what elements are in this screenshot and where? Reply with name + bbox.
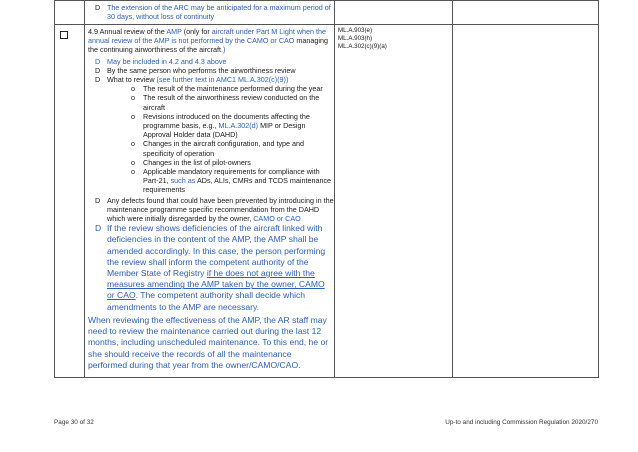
list-item-text: The extension of the ARC may be anticipated for a maximum period of 30 days, without loss of continuity: [107, 3, 331, 22]
list-item-text: By the same person who performs the airworthiness review: [107, 65, 296, 75]
list-item: [95, 196, 334, 224]
reference-cell: [335, 25, 453, 378]
closing-paragraph: When reviewing the effectiveness of the AMP, the AR staff may need to review the maintenance carried out during the last 12 months, including unscheduled maintenance. To this end, he or she should receive the records of all the maintenance performed during that year from the owner/CAMO/CAO.: [88, 314, 329, 370]
sub-list-marker: o: [131, 111, 135, 121]
sub-list-item-text: Applicable mandatory requirements for compliance with Part-21, such as ADs, ALIs, CMRs and TCDS maintenance requirements: [143, 167, 332, 195]
text-cell: [85, 1, 335, 25]
reference-item: ML.A.903(e): [338, 27, 373, 34]
sub-list-item: [131, 93, 334, 111]
sub-list-item-text: The result of the airworthiness review conducted on the aircraft: [143, 93, 320, 112]
list-marker: D: [95, 195, 101, 205]
reference-item: ML.A.903(h): [338, 35, 373, 43]
list-item: [95, 75, 334, 84]
list-item: [95, 3, 334, 21]
sub-list-item-text: Revisions introduced on the documents affecting the programme basis, e.g., ML.A.302(d) MIP or Design Approval Holder data (DAHD): [143, 111, 310, 140]
regulation-note: Up-to and including Commission Regulation 2020/270: [445, 419, 598, 426]
list-marker: D: [95, 65, 101, 75]
reference-list: [335, 25, 452, 54]
list-marker: D: [95, 3, 101, 12]
sub-list-item-text: Changes in the aircraft configuration, and type and specificity of operation: [143, 139, 305, 158]
notes-cell: [453, 1, 599, 25]
sub-list-marker: o: [131, 157, 135, 167]
text-cell: [85, 25, 335, 378]
list-item: [95, 57, 334, 66]
list-item: [95, 66, 334, 75]
sub-list-item-text: The result of the maintenance performed during the year: [143, 84, 323, 94]
list-item-text: What to review (see further text in AMC1 ML.A.302(c)(9)): [107, 75, 289, 85]
checkbox-cell: [55, 25, 85, 378]
sub-list-marker: o: [131, 167, 135, 177]
sub-list-item: [131, 112, 334, 140]
reference-item: ML.A.302(c)(9)(a): [338, 43, 387, 51]
checkbox[interactable]: [60, 31, 68, 39]
sub-list-marker: o: [131, 139, 135, 149]
checklist-table: [54, 0, 599, 378]
sub-list-item: [131, 158, 334, 167]
sub-list-item: [131, 139, 334, 157]
checkbox-cell: [55, 1, 85, 25]
sub-list-marker: o: [131, 84, 135, 94]
page-number: Page 30 of 32: [54, 419, 94, 426]
table-row: [55, 25, 599, 378]
sub-list-item-text: Changes in the list of pilot-owners: [143, 157, 251, 167]
list-item-text: May be included in 4.2 and 4.3 above: [107, 56, 227, 66]
reference-cell: [335, 1, 453, 25]
sub-list-item: [131, 167, 334, 195]
sub-list-marker: o: [131, 93, 135, 103]
list-marker: D: [95, 56, 101, 66]
list-marker: D: [95, 223, 102, 234]
list-item-text: Any defects found that could have been prevented by introducing in the maintenance programme specific recommendation from the DAHD which were initially disregarded by the owner, CAMO or CAO: [107, 195, 334, 224]
list-marker: D: [95, 75, 101, 85]
list-item: [95, 223, 334, 313]
table-row: [55, 1, 599, 25]
notes-cell: [453, 25, 599, 378]
sub-list-item: [131, 84, 334, 93]
list-item-text: If the review shows deficiencies of the aircraft linked with deficiencies in the content of the AMP, the AMP shall be amended accordingly. In this case, the person performing the review shall inform the competent authority of the Member State of Registry if he does not agree with the measures amending the AMP taken by the owner, CAMO or CAO. The competent authority shall decide which amendments to the AMP are necessary.: [107, 223, 326, 312]
section-heading: 4.9 Annual review of the AMP (only for aircraft under Part M Light when the annual review of the AMP is not performed by the CAMO or CAO managing the continuing airworthiness of the aircraft.): [88, 27, 328, 55]
